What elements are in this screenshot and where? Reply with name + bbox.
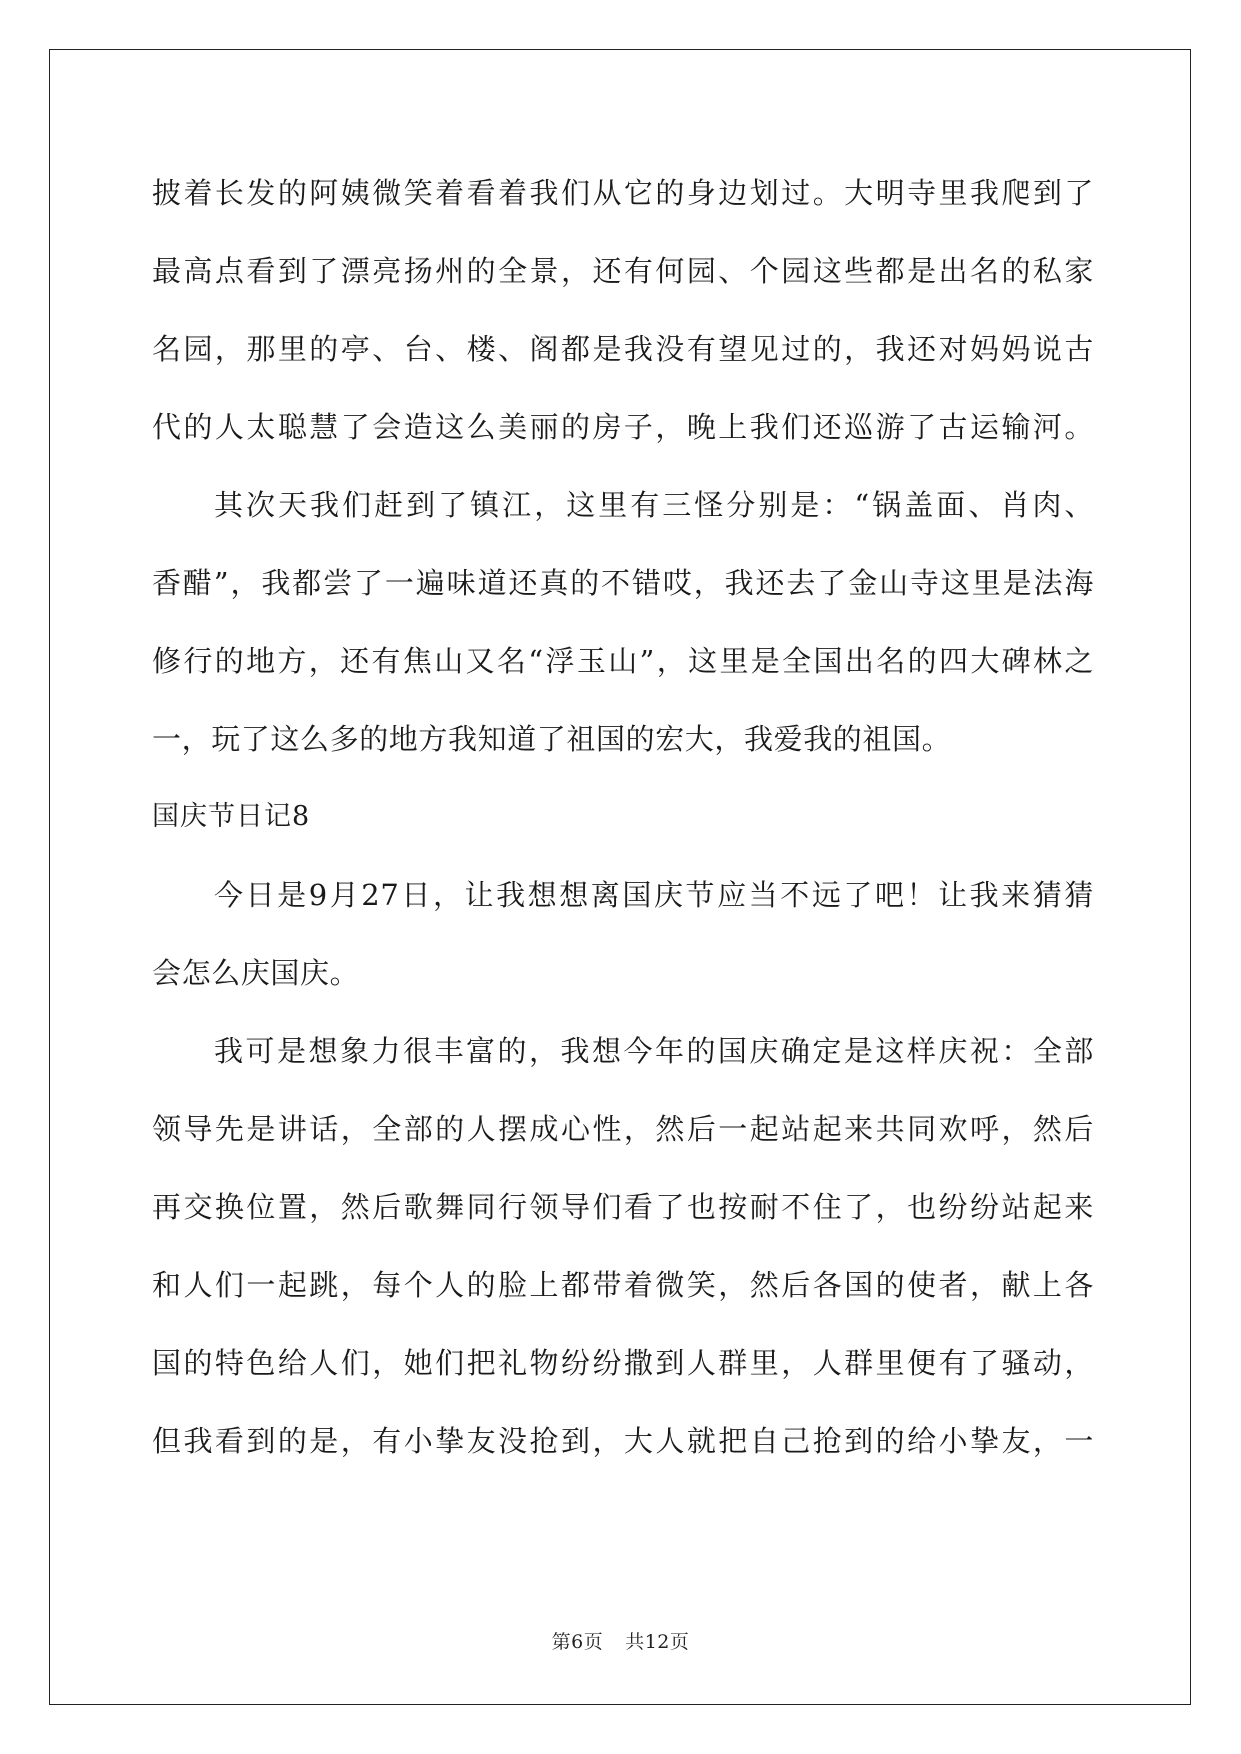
- total-pages-label: 共12页: [625, 1631, 690, 1653]
- text-line: 代的人太聪慧了会造这么美丽的房子，晚上我们还巡游了古运输河。: [152, 410, 1094, 444]
- text-line: 其次天我们赶到了镇江，这里有三怪分别是：“锅盖面、肖肉、: [214, 488, 1094, 522]
- text-line: 一，玩了这么多的地方我知道了祖国的宏大，我爱我的祖国。: [152, 722, 952, 756]
- page-footer: [0, 1627, 1241, 1654]
- text-line: 会怎么庆国庆。: [152, 956, 360, 990]
- text-line: 今日是9月27日，让我想想离国庆节应当不远了吧！让我来猜猜: [214, 878, 1094, 912]
- text-line: 最高点看到了漂亮扬州的全景，还有何园、个园这些都是出名的私家: [152, 254, 1094, 288]
- current-page-label: 第6页: [551, 1631, 604, 1653]
- text-line: 但我看到的是，有小挚友没抢到，大人就把自己抢到的给小挚友，一: [152, 1424, 1094, 1458]
- text-line: 披着长发的阿姨微笑着看着我们从它的身边划过。大明寺里我爬到了: [152, 176, 1094, 210]
- text-line: 名园，那里的亭、台、楼、阁都是我没有望见过的，我还对妈妈说古: [152, 332, 1094, 366]
- text-line: 再交换位置，然后歌舞同行领导们看了也按耐不住了，也纷纷站起来: [152, 1190, 1094, 1224]
- text-line: 国的特色给人们，她们把礼物纷纷撒到人群里，人群里便有了骚动，: [152, 1346, 1094, 1380]
- section-heading: 国庆节日记8: [152, 801, 311, 832]
- text-line: 和人们一起跳，每个人的脸上都带着微笑，然后各国的使者，献上各: [152, 1268, 1094, 1302]
- text-line: 香醋”，我都尝了一遍味道还真的不错哎，我还去了金山寺这里是法海: [152, 566, 1094, 600]
- document-body: [152, 154, 1094, 1480]
- text-line: 我可是想象力很丰富的，我想今年的国庆确定是这样庆祝：全部: [214, 1034, 1094, 1068]
- text-line: 领导先是讲话，全部的人摆成心性，然后一起站起来共同欢呼，然后: [152, 1112, 1094, 1146]
- text-line: 修行的地方，还有焦山又名“浮玉山”，这里是全国出名的四大碑林之: [152, 644, 1094, 678]
